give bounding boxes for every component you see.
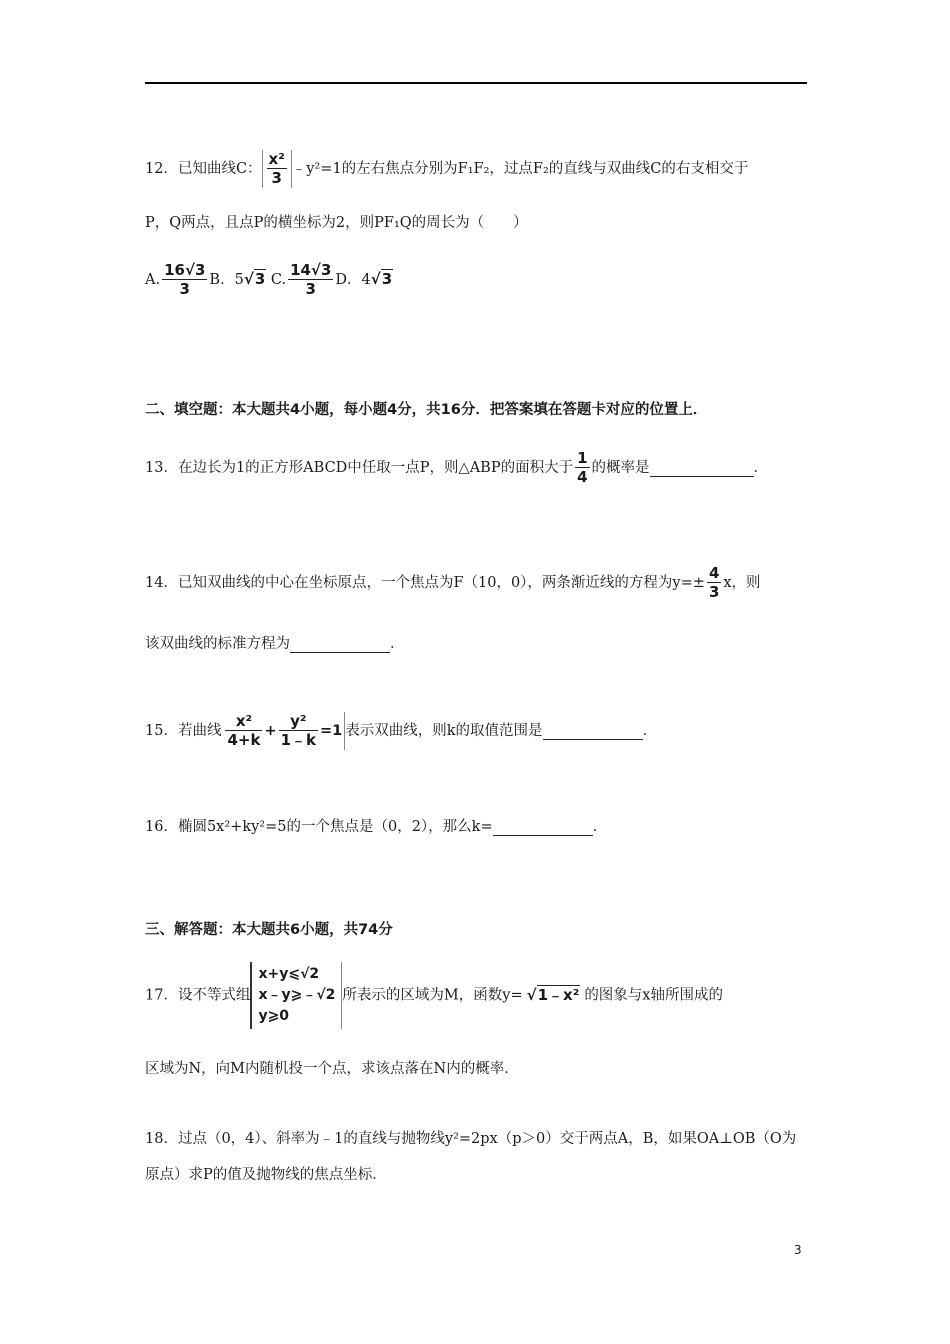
q12-option-b-sqrt: √3 [243,270,266,289]
q14-end: ． [390,636,405,652]
q17-line2: 区域为N，向M内随机投一个点，求该点落在N内的概率． [145,1061,519,1077]
q17-sqrt: √1﹣x² [526,985,580,1004]
q13-frac-den: 4 [577,468,588,487]
q12-option-a-frac [162,262,207,298]
q16-end: ． [592,819,608,835]
q15-frac2-num: y² [279,713,318,731]
header-rule [145,82,807,84]
q12-option-a-label: A. [145,272,161,289]
q15-text-b: 表示双曲线，则k的取值范围是 [345,723,543,740]
q17-text-c: 的图象与x轴所围成的 [584,987,723,1004]
q12-fraction [267,151,287,187]
q12-line2: P，Q两点，且点P的横坐标为2，则PF₁Q的周长为（ ） [145,215,528,231]
q14-frac-den: 3 [708,583,720,602]
q13-answer-blank [650,461,754,477]
q12-option-a-den: 3 [179,280,190,299]
q13-line [145,450,768,486]
q18-line2: 原点）求P的值及抛物线的焦点坐标． [145,1167,387,1183]
q12-option-c-den: 3 [305,280,316,299]
q15-end: ． [642,723,658,740]
q14-text-a: 14．已知双曲线的中心在坐标原点，一个焦点为F（10，0），两条渐近线的方程为y=± [145,575,705,592]
q14-fraction [707,565,721,601]
q12-options [145,262,393,298]
q12-option-d-root: 3 [381,270,393,289]
q18-line1: 18．过点（0，4）、斜率为﹣1的直线与抛物线y²=2px（p＞0）交于两点A，B，如果OA⊥OB（O为 [145,1131,797,1147]
q15-frac1-num: x² [225,713,262,731]
q12-option-b-label: B．5 [209,272,244,289]
q13-text-b: 的概率是 [591,460,650,477]
q15-equals-one: =1 [320,723,343,740]
q14-line1 [145,565,761,601]
q12-option-c-frac [288,262,333,298]
q15-eq-box [221,712,345,750]
q12-text-a: 12．已知曲线C： [145,161,262,178]
q12-frac-den: 3 [271,169,282,188]
q15-frac1-den: 4+k [227,731,261,750]
q12-option-a-num: 16√3 [164,261,206,279]
section-2-heading: 二、填空题：本大题共4小题，每小题4分，共16分．把答案填在答题卡对应的位置上． [145,402,708,418]
q14-line2 [145,637,405,653]
q13-frac-num: 1 [577,449,588,467]
q12-option-c-num: 14√3 [290,261,332,279]
q17-ineq-3: y⩾0 [258,1008,290,1024]
q13-end: ． [753,460,769,477]
q13-fraction [575,450,589,486]
q12-text-b: ﹣y²=1的左右焦点分别为F₁F₂，过点F₂的直线与双曲线C的右支相交于 [291,161,749,178]
q12-option-b-root: 3 [254,270,266,289]
q16-line [145,820,607,836]
q12-line1 [145,150,748,188]
q15-line [145,712,657,750]
q12-frac-num: x² [268,150,285,168]
q17-ineq-2: x﹣y⩾﹣√2 [258,987,336,1003]
q13-text-a: 13．在边长为1的正方形ABCD中任取一点P，则△ABP的面积大于 [145,460,574,477]
q17-line1 [145,962,723,1029]
q17-inequality-system [250,962,342,1029]
q12-eq-box [262,150,292,188]
q16-answer-blank [493,820,593,836]
q15-plus: + [264,723,277,740]
section-3-heading: 三、解答题：本大题共6小题，共74分 [145,922,393,938]
q15-frac-1 [225,713,262,749]
q17-ineq-1: x+y⩽√2 [258,966,320,982]
q17-text-a: 17．设不等式组 [145,987,251,1004]
q17-text-b: 所表示的区域为M，函数y= [342,987,523,1004]
q15-answer-blank [543,724,643,740]
q14-text-b: x，则 [723,575,761,592]
q12-option-d-label: D．4 [335,272,371,289]
page-number: 3 [794,1243,802,1257]
q14-frac-num: 4 [708,564,720,582]
q12-option-d-sqrt: √3 [370,270,393,289]
q14-text-line2: 该双曲线的标准方程为 [145,636,290,652]
q16-text-a: 16．椭圆5x²+ky²=5的一个焦点是（0，2），那么k= [145,819,493,835]
q14-answer-blank [290,637,390,653]
q15-frac-2 [279,713,318,749]
q12-option-c-label: C. [266,272,287,289]
q17-root: 1﹣x² [537,985,580,1004]
q15-text-a: 15．若曲线 [145,723,222,740]
q15-frac2-den: 1﹣k [280,731,317,750]
